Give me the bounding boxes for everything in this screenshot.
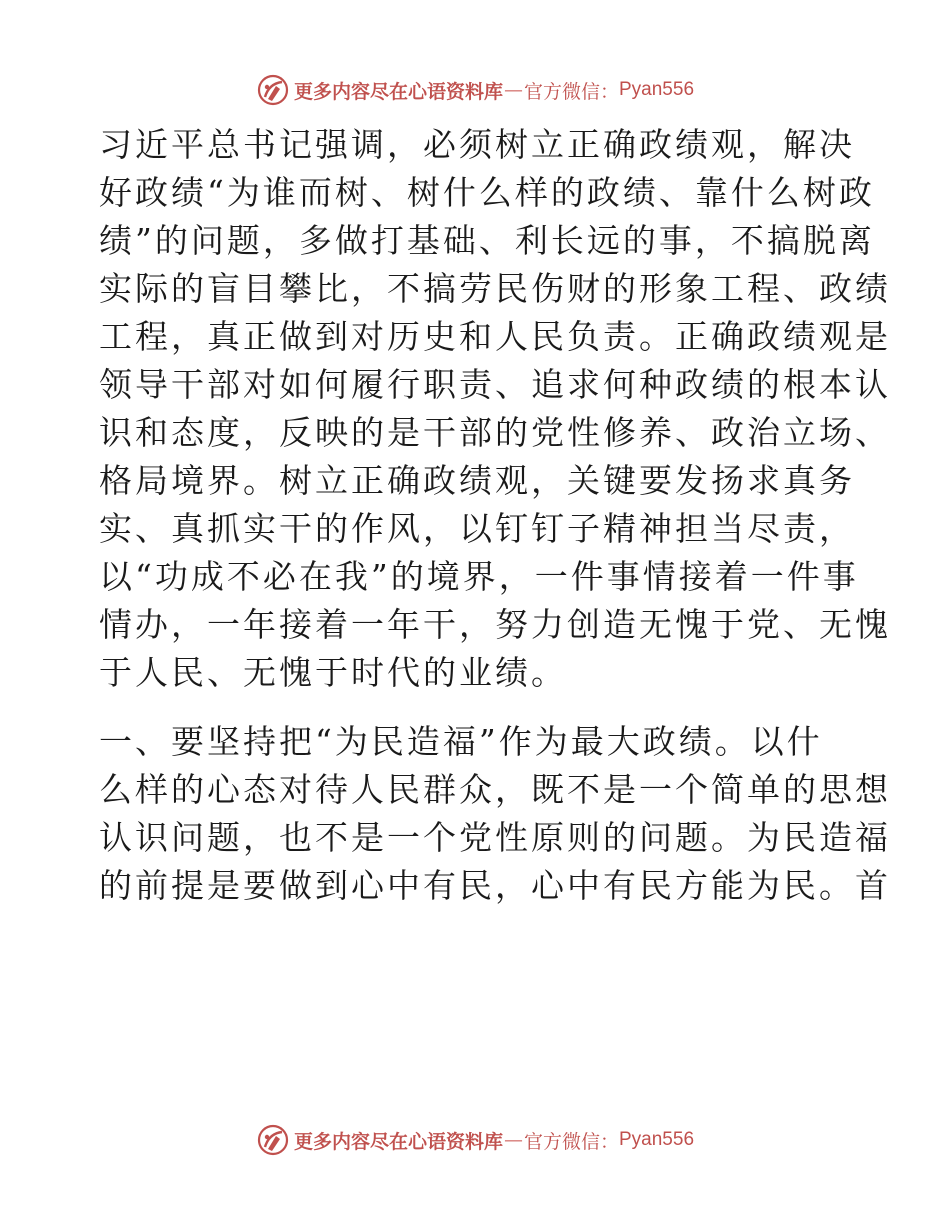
paragraph: [99, 121, 891, 697]
text-line: 绩”的问题，多做打基础、利长远的事，不搞脱离: [99, 221, 875, 260]
article-body: [99, 121, 891, 910]
header-wechat-id: Pyan556: [619, 79, 695, 100]
text-line: 好政绩“为谁而树、树什么样的政绩、靠什么树政: [99, 173, 875, 212]
footer-separator: —: [503, 1129, 523, 1151]
text-line: 情办，一年接着一年干，努力创造无愧于党、无愧: [99, 605, 891, 644]
paragraph: [99, 718, 891, 910]
footer-wechat-id: Pyan556: [619, 1129, 695, 1150]
header-site-name: 更多内容尽在心语资料库: [293, 80, 503, 103]
text-line: 识和态度，反映的是干部的党性修养、政治立场、: [99, 413, 891, 452]
brand-logo-icon: [256, 1123, 290, 1157]
text-line: 实际的盲目攀比，不搞劳民伤财的形象工程、政绩: [99, 269, 891, 308]
header-separator: —: [503, 79, 523, 101]
text-line: 习近平总书记强调，必须树立正确政绩观，解决: [99, 125, 855, 164]
header-banner: [0, 70, 950, 110]
text-line: 的前提是要做到心中有民，心中有民方能为民。首: [99, 866, 891, 905]
brand-logo-icon: [256, 73, 290, 107]
text-line: 于人民、无愧于时代的业绩。: [99, 653, 567, 692]
text-line: 领导干部对如何履行职责、追求何种政绩的根本认: [99, 365, 891, 404]
text-line: 工程，真正做到对历史和人民负责。正确政绩观是: [99, 317, 891, 356]
footer-site-name: 更多内容尽在心语资料库: [293, 1130, 503, 1153]
footer-banner: [0, 1120, 950, 1160]
text-line: 格局境界。树立正确政绩观，关键要发扬求真务: [99, 461, 855, 500]
header-wechat-label: 官方微信：: [523, 80, 619, 103]
text-line: 么样的心态对待人民群众，既不是一个简单的思想: [99, 770, 891, 809]
text-line: 实、真抓实干的作风，以钉钉子精神担当尽责，: [99, 509, 855, 548]
text-line: 以“功成不必在我”的境界，一件事情接着一件事: [99, 557, 859, 596]
footer-wechat-label: 官方微信：: [523, 1130, 619, 1153]
text-line: 认识问题，也不是一个党性原则的问题。为民造福: [99, 818, 891, 857]
text-line: 一、要坚持把“为民造福”作为最大政绩。以什: [99, 722, 823, 761]
